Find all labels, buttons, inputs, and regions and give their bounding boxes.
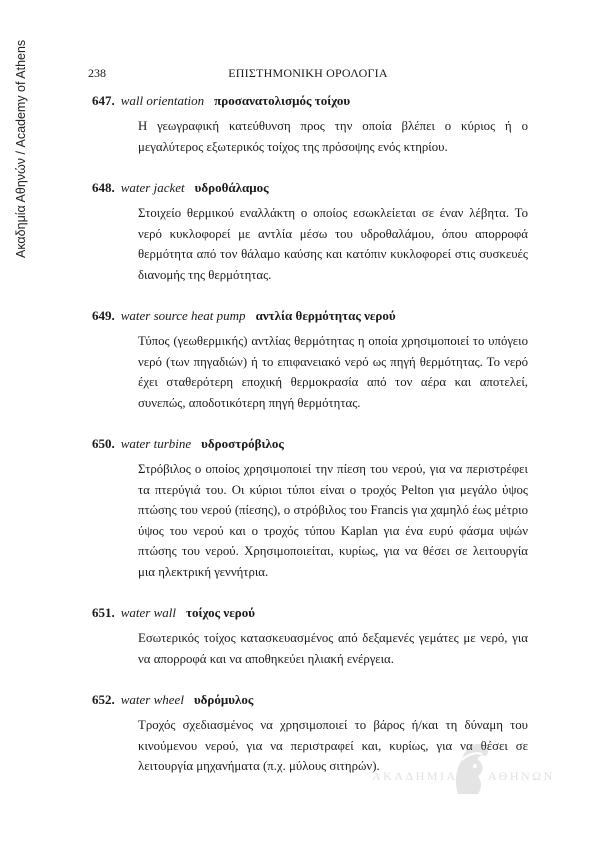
entry-heading	[92, 434, 528, 454]
watermark-text-left: ΑΚΑΔΗΜΙΑ	[372, 769, 458, 783]
entry-number: 651.	[92, 605, 115, 620]
entry-definition: Τύπος (γεωθερμικής) αντλίας θερμότητας η οποία χρησιμοποιεί το υπόγειο νερό (των πηγαδιών) ή το επιφανειακό νερό ως πηγή θερμότητας. Το νερό έχει σταθερότερη εποχική θερμοκρασία από τον αέρα και αποτελεί, συνεπώς, αποδοτικότερη πηγή θερμότητας.	[138, 334, 528, 410]
term-english: water turbine	[120, 436, 192, 451]
side-label: Ακαδημία Αθηνών / Academy of Athens	[14, 39, 28, 258]
page-number: 238	[88, 66, 106, 80]
entry-number: 652.	[92, 692, 115, 707]
term-english: wall orientation	[120, 93, 205, 108]
term-greek: αντλία θερμότητας νερού	[255, 308, 396, 323]
entry-heading	[92, 178, 528, 198]
entry-heading	[92, 690, 528, 710]
athena-head-icon	[448, 738, 492, 801]
term-greek: υδρόμυλος	[193, 692, 254, 707]
entry-number: 649.	[92, 308, 115, 323]
entry-heading	[92, 91, 528, 111]
glossary-entry	[92, 603, 528, 669]
term-english: water jacket	[120, 180, 185, 195]
glossary-entry	[92, 306, 528, 413]
term-greek: τοίχος νερού	[186, 605, 255, 620]
entry-number: 650.	[92, 436, 115, 451]
entry-definition: Εσωτερικός τοίχος κατασκευασμένος από δεξαμενές γεμάτες με νερό, για να απορροφά και να αποθηκεύει ηλιακή ενέργεια.	[138, 631, 528, 666]
academy-watermark	[372, 738, 562, 798]
entry-definition: Η γεωγραφική κατεύθυνση προς την οποία βλέπει ο κύριος ή ο μεγαλύτερος εξωτερικός τοίχος της πρόσοψης ενός κτηρίου.	[138, 119, 528, 154]
term-greek: υδροστρόβιλος	[201, 436, 284, 451]
term-english: water wheel	[120, 692, 184, 707]
glossary-entry	[92, 91, 528, 157]
entry-heading	[92, 603, 528, 623]
entry-definition: Στοιχείο θερμικού εναλλάκτη ο οποίος εσωκλείεται σε έναν λέβητα. Το νερό κυκλοφορεί με αντλία μέσω του υδροθαλάμου, όπου απορροφά θερμότητα από τον θάλαμο καύσης και κατόπιν κυκλοφορεί στις συσκευές διανομής της θερμότητας.	[138, 206, 528, 282]
term-greek: υδροθάλαμος	[194, 180, 269, 195]
term-greek: προσανατολισμός τοίχου	[214, 93, 351, 108]
running-title: ΕΠΙΣΤΗΜΟΝΙΚΗ ΟΡΟΛΟΓΙΑ	[228, 66, 388, 80]
glossary-entry	[92, 178, 528, 285]
entry-number: 647.	[92, 93, 115, 108]
entry-definition: Στρόβιλος ο οποίος χρησιμοποιεί την πίεση του νερού, για να περιστρέφει τα πτερύγιά του. Οι κύριοι τύποι είναι ο τροχός Pelton για μεγάλο ύψος πτώσης του νερού (πίεσης), ο στρόβιλος του Francis για χαμηλό έως μέτριο ύψος του νερού και ο τροχός τύπου Kaplan για ένα ευρύ φάσμα υψών πτώσης του νερού. Χρησιμοποιείται, κυρίως, για να θέσει σε λειτουργία μια ηλεκτρική γεννήτρια.	[138, 462, 528, 579]
term-english: water source heat pump	[120, 308, 246, 323]
glossary-entries	[92, 91, 528, 798]
glossary-entry	[92, 434, 528, 582]
term-english: water wall	[120, 605, 177, 620]
entry-number: 648.	[92, 180, 115, 195]
page-header	[88, 66, 528, 84]
entry-heading	[92, 306, 528, 326]
watermark-text-right: ΑΘΗΝΩΝ	[488, 769, 555, 783]
entry-definition: Τροχός σχεδιασμένος να χρησιμοποιεί το βάρος ή/και τη δύναμη του κινούμενου νερού, για να περιστραφεί και, κυρίως, για να θέσει σε λειτουργία μηχανήματα (π.χ. μύλους σιτηρών).	[138, 718, 528, 773]
